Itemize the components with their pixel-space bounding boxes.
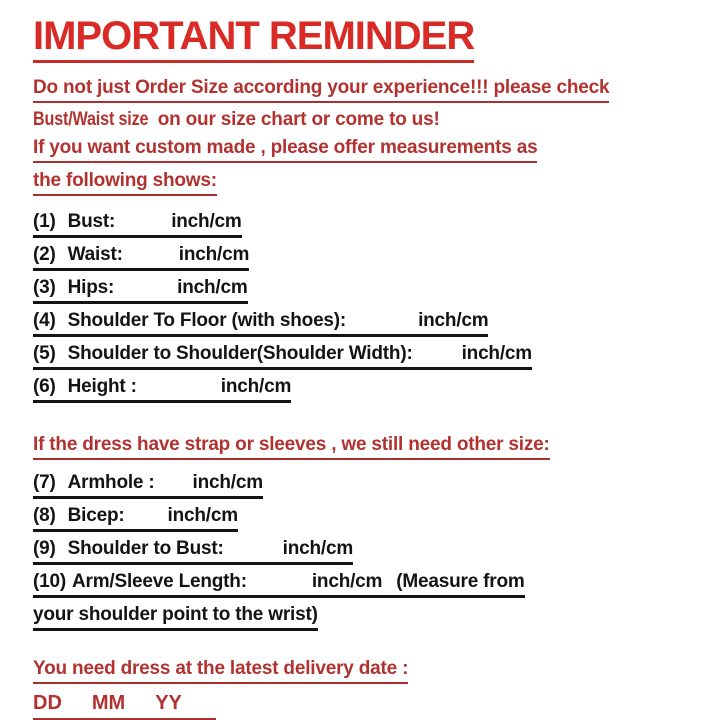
measurement-label: Armhole : [67,472,155,493]
measurement-unit: inch/cm [178,244,250,265]
measurement-row-bust [33,210,242,238]
measurement-number: (4) [33,310,56,331]
measurement-unit: inch/cm [282,538,354,559]
measurement-unit: inch/cm [167,505,238,526]
measurement-row-sleeve-length [33,570,525,598]
date-year-placeholder: YY [155,692,182,714]
measurement-unit: inch/cm [311,571,383,592]
measurement-unit: inch/cm [171,211,242,232]
measurement-row-bicep [33,504,238,532]
size-chart-note: on our size chart or come to us! [157,109,440,130]
measurement-number: (7) [33,472,56,493]
fill-in-blank [247,586,312,587]
sleeve-measurement-list [33,471,700,631]
order-size-warning: Do not just Order Size according your experience!!! please check [33,76,609,103]
delivery-date-heading: You need dress at the latest delivery date : [33,657,408,684]
measurement-unit: inch/cm [192,472,263,493]
measurement-label: Shoulder to Shoulder(Shoulder Width): [67,343,413,364]
measure-note-part-1: (Measure from [396,571,525,592]
measurement-row-waist [33,243,249,271]
fill-in-blank [125,520,168,521]
date-day-placeholder: DD [33,692,62,714]
date-month-placeholder: MM [91,692,126,714]
size-chart-note-line [33,108,700,131]
fill-in-blank [346,325,418,326]
measurement-number: (8) [33,505,56,526]
fill-in-blank [137,391,221,392]
measure-note-part-2: your shoulder point to the wrist) [33,603,318,631]
measurement-unit: inch/cm [177,277,248,298]
fill-in-blank [115,226,171,227]
measurement-unit: inch/cm [220,376,292,397]
fill-in-blank [224,553,283,554]
measurement-number: (5) [33,343,56,364]
measurement-unit: inch/cm [461,343,532,364]
measurement-number: (6) [33,376,56,397]
bust-waist-emphasis: Bust/Waist size [33,109,149,130]
measurement-list [33,210,700,403]
measurement-label: Waist: [67,244,123,265]
measurement-label: Hips: [67,277,115,298]
measurement-row-armhole [33,471,263,499]
measurement-row-height [33,375,291,403]
measurement-number: (1) [33,211,56,232]
measurement-number: (9) [33,538,56,559]
delivery-date-placeholders [33,692,216,720]
measurement-label: Bicep: [67,505,125,526]
fill-in-blank [114,292,177,293]
measurement-label: Arm/Sleeve Length: [72,571,247,592]
measurement-label: Bust: [67,211,116,232]
measurement-label: Height : [67,376,137,397]
fill-in-blank [123,259,179,260]
measurement-number: (10) [33,571,66,592]
measurement-label: Shoulder To Floor (with shoes): [67,310,347,331]
custom-made-instruction-line-1: If you want custom made , please offer measurements as [33,136,537,163]
measurement-row-shoulder-to-floor [33,309,488,337]
measurement-unit: inch/cm [418,310,489,331]
fill-in-blank [413,358,462,359]
measurement-row-shoulder-to-bust [33,537,353,565]
measurement-row-hips [33,276,248,304]
measurement-number: (2) [33,244,56,265]
page-title: IMPORTANT REMINDER [33,14,474,63]
strap-sleeves-heading: If the dress have strap or sleeves , we still need other size: [33,433,550,460]
custom-made-instruction-line-2: the following shows: [33,169,217,196]
measurement-label: Shoulder to Bust: [67,538,224,559]
measurement-number: (3) [33,277,56,298]
fill-in-blank [155,487,193,488]
measurement-row-shoulder-width [33,342,532,370]
